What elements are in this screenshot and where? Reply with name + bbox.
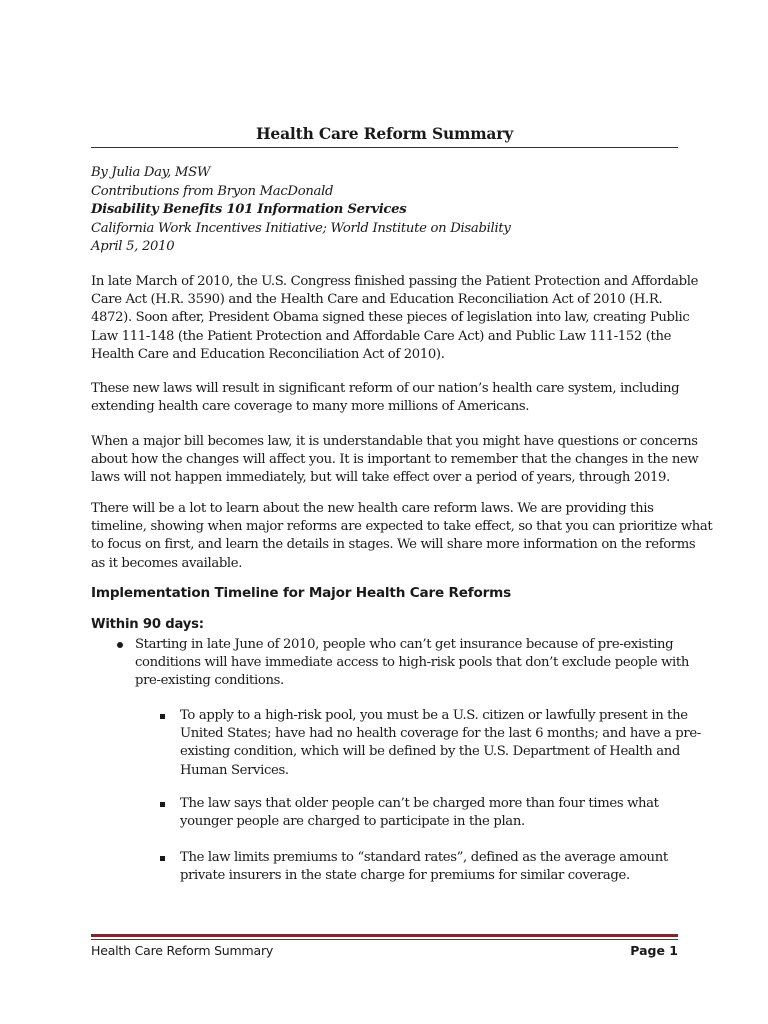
document-title: Health Care Reform Summary <box>255 124 514 143</box>
subheading-within-90-days: Within 90 days: <box>91 617 204 632</box>
paragraph-line: Care Act (H.R. 3590) and the Health Care and Education Reconciliation Act of 2010 (H.R. <box>91 292 663 308</box>
bullet-line: pre-existing conditions. <box>135 673 284 689</box>
sub-bullet-square-icon <box>160 714 165 719</box>
sub-bullet-line: existing condition, which will be defined by the U.S. Department of Health and <box>180 744 680 760</box>
paragraph-timeline <box>91 500 713 573</box>
byline-author: By Julia Day, MSW <box>91 165 211 180</box>
sub-bullet-line: younger people are charged to participate in the plan. <box>180 814 525 830</box>
bullet-dot-icon <box>117 642 123 648</box>
paragraph-concerns <box>91 433 699 488</box>
title-divider <box>91 147 678 148</box>
byline-affiliation: California Work Incentives Initiative; World Institute on Disability <box>91 220 511 236</box>
sub-bullet-line: Human Services. <box>180 762 289 778</box>
section-heading: Implementation Timeline for Major Health Care Reforms <box>91 585 512 601</box>
paragraph-line: In late March of 2010, the U.S. Congress finished passing the Patient Protection and Affordable <box>91 274 699 289</box>
byline-block <box>91 164 691 257</box>
paragraph-line: These new laws will result in significant reform of our nation’s health care system, including <box>91 381 680 396</box>
bullet-line: conditions will have immediate access to high-risk pools that don’t exclude people with <box>135 655 690 671</box>
paragraph-line: as it becomes available. <box>91 555 243 571</box>
sub-bullet-item <box>180 849 668 885</box>
sub-bullet-line: private insurers in the state charge for premiums for similar coverage. <box>180 868 630 884</box>
paragraph-line: There will be a lot to learn about the new health care reform laws. We are providing this <box>91 501 654 516</box>
footer-title: Health Care Reform Summary <box>91 943 274 958</box>
paragraph-line: Health Care and Education Reconciliation Act of 2010). <box>91 346 445 362</box>
sub-bullet-line: The law says that older people can’t be charged more than four times what <box>180 796 659 811</box>
byline-date: April 5, 2010 <box>91 239 175 254</box>
sub-bullet-square-icon <box>160 802 165 807</box>
sub-bullet-item <box>180 795 659 831</box>
paragraph-line: laws will not happen immediately, but will take effect over a period of years, through 2019. <box>91 470 670 486</box>
sub-bullet-square-icon <box>160 856 165 861</box>
byline-organization: Disability Benefits 101 Information Services <box>91 202 407 217</box>
bullet-line: Starting in late June of 2010, people who can’t get insurance because of pre-existing <box>135 637 674 652</box>
sub-bullet-line: United States; have had no health coverage for the last 6 months; and have a pre- <box>180 726 701 742</box>
byline-contributions: Contributions from Bryon MacDonald <box>91 183 334 199</box>
paragraph-reform <box>91 380 691 416</box>
paragraph-line: timeline, showing when major reforms are expected to take effect, so that you can prioritize what <box>91 519 713 535</box>
sub-bullet-item <box>180 707 701 780</box>
footer-divider-thin <box>91 939 678 940</box>
paragraph-line: Law 111-148 (the Patient Protection and Affordable Care Act) and Public Law 111-152 (the <box>91 328 672 344</box>
paragraph-line: When a major bill becomes law, it is understandable that you might have questions or concerns <box>91 434 698 449</box>
sub-bullet-line: To apply to a high-risk pool, you must be a U.S. citizen or lawfully present in the <box>180 708 688 723</box>
bullet-item <box>135 636 689 691</box>
paragraph-line: about how the changes will affect you. It is important to remember that the changes in the new <box>91 452 699 468</box>
paragraph-line: to focus on first, and learn the details in stages. We will share more information on the reforms <box>91 537 696 553</box>
paragraph-line: 4872). Soon after, President Obama signed these pieces of legislation into law, creating Public <box>91 310 690 326</box>
page-number: Page 1 <box>630 943 678 958</box>
sub-bullet-line: The law limits premiums to “standard rates”, defined as the average amount <box>180 850 668 865</box>
paragraph-intro <box>91 273 699 364</box>
paragraph-line: extending health care coverage to many more millions of Americans. <box>91 399 530 415</box>
footer-divider-thick <box>91 934 678 937</box>
